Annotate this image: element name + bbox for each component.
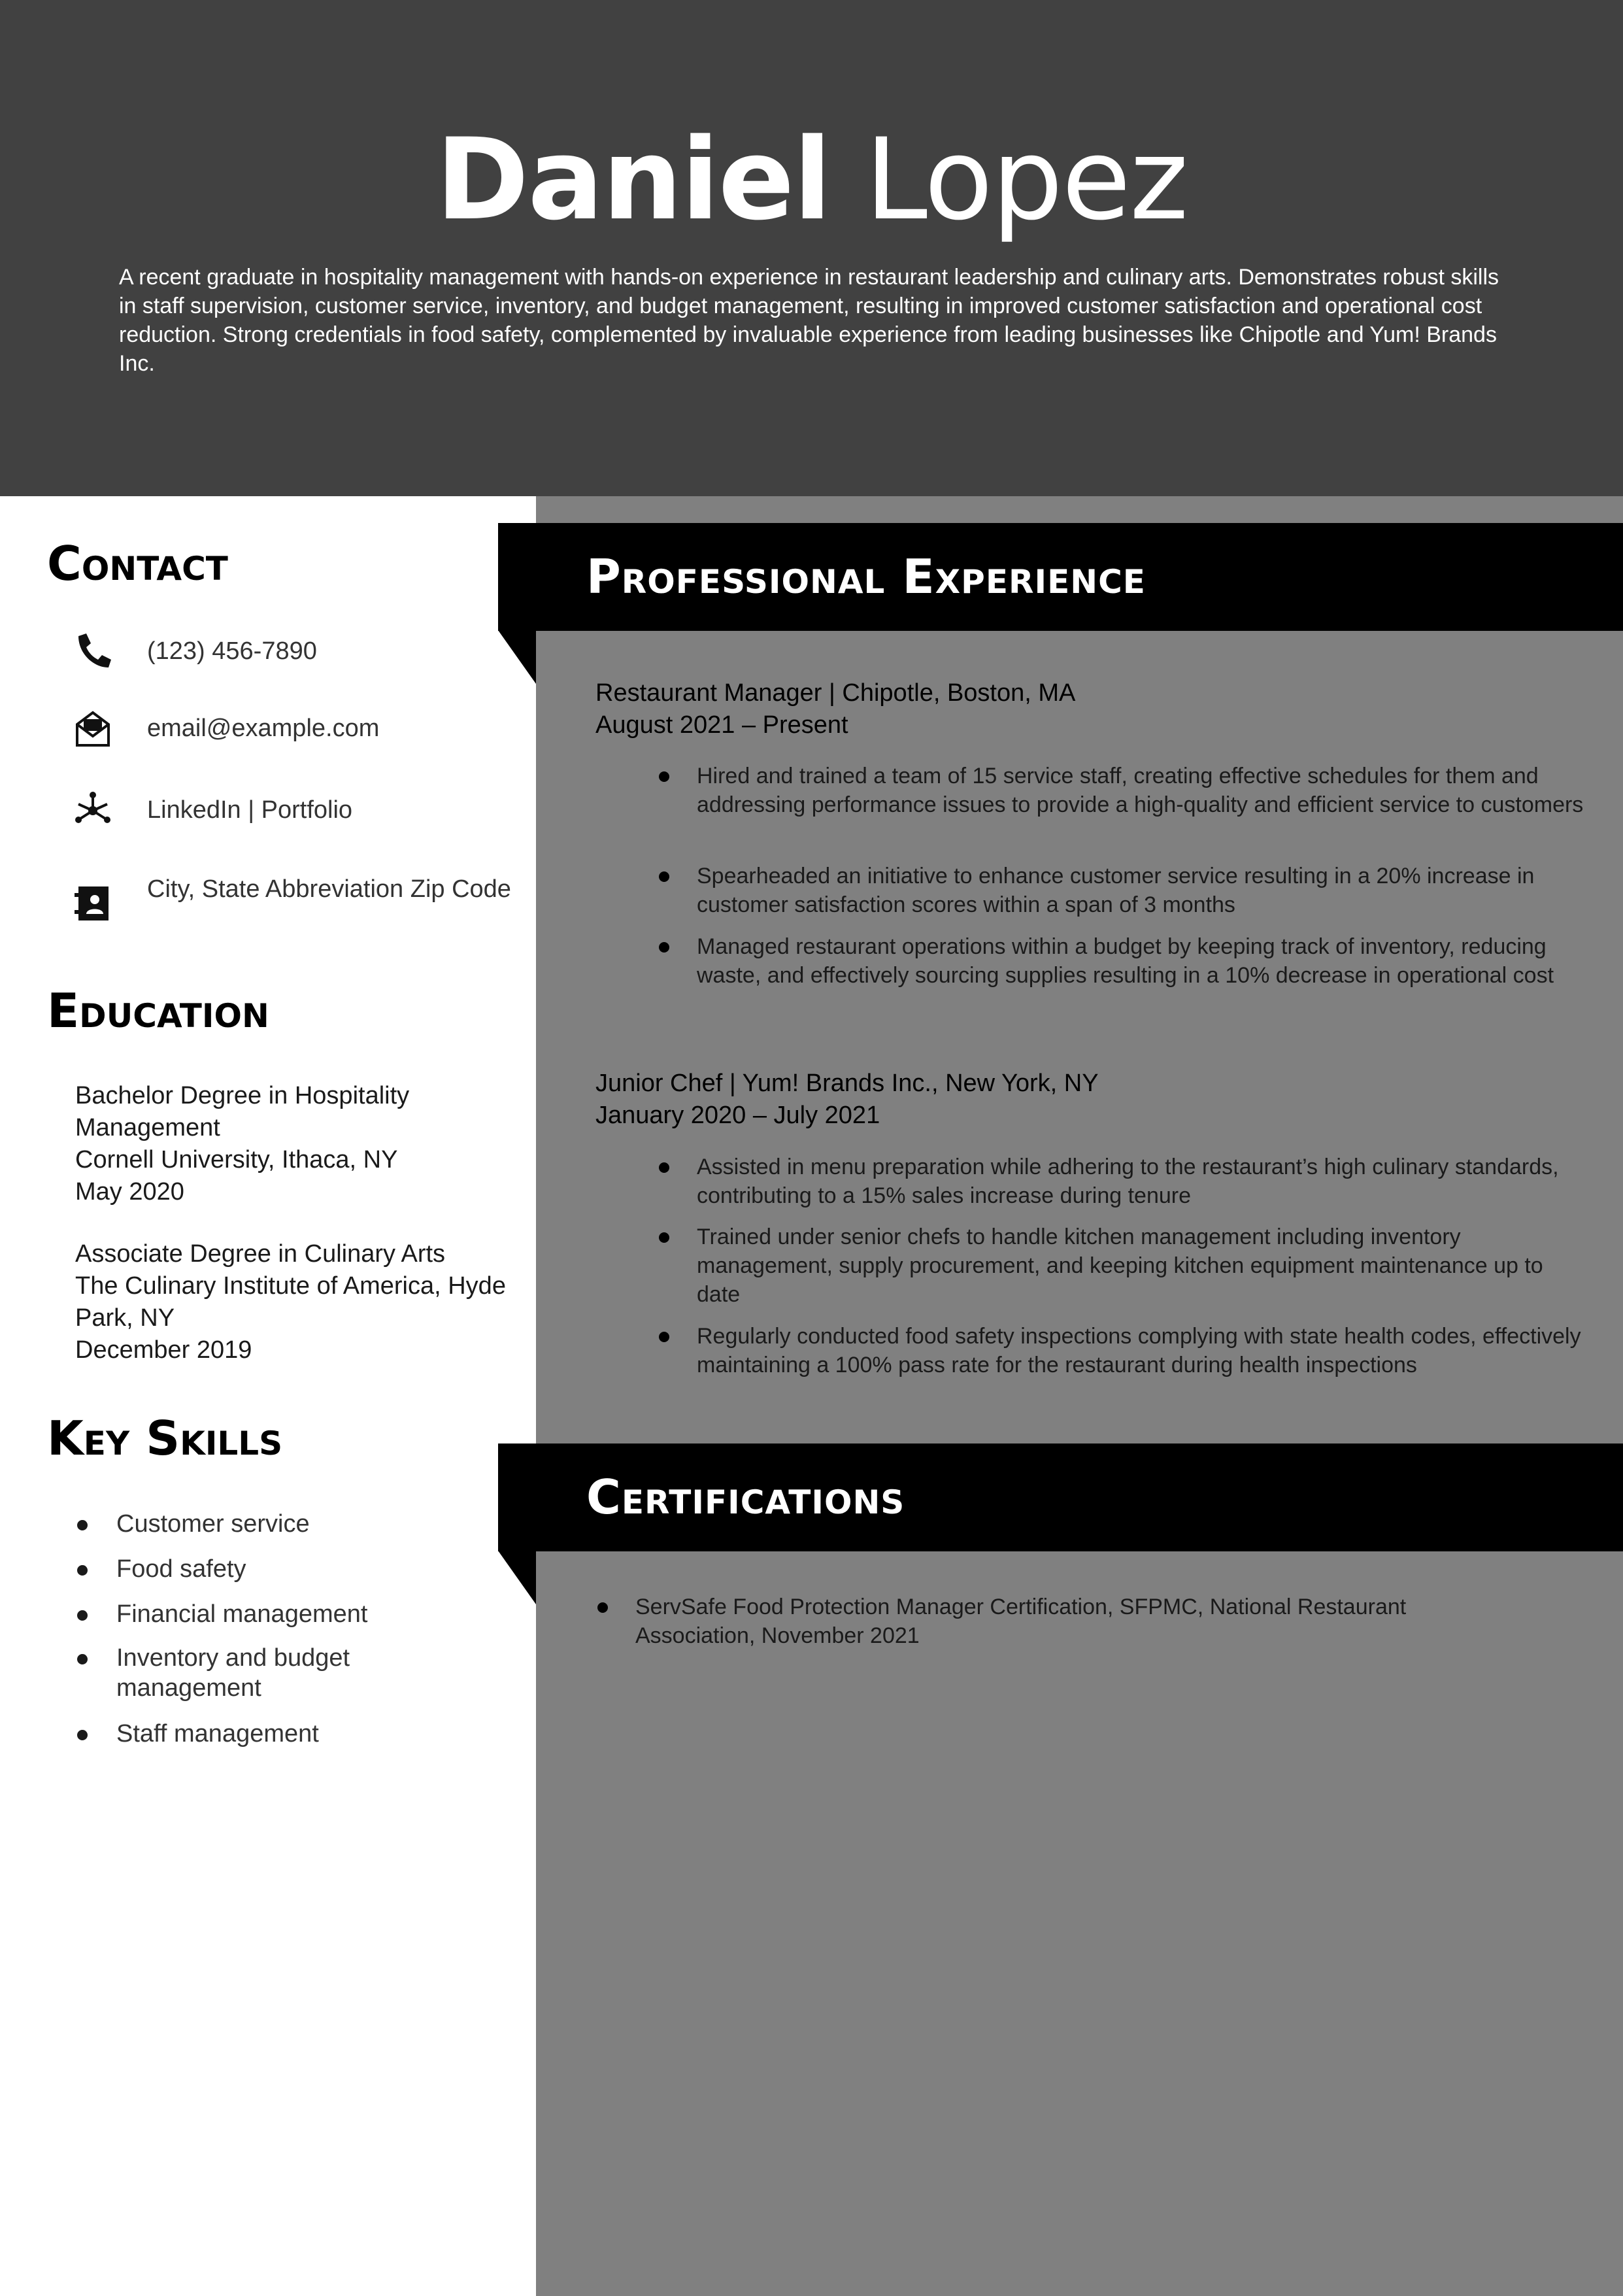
job-bullet: Regularly conducted food safety inspections complying with state health codes, effectively maintaining a 100% pass rate for the restaurant during health inspections [697, 1324, 1581, 1377]
skills-heading: Key Skills [47, 1411, 283, 1466]
certifications-heading: Certifications [586, 1470, 905, 1525]
job-bullet: Spearheaded an initiative to enhance customer service resulting in a 20% increase in customer satisfaction scores within a span of 3 months [697, 864, 1535, 917]
education-school: The Culinary Institute of America, Hyde Park, NY [75, 1272, 506, 1332]
skill-item: Inventory and budget management [116, 1644, 350, 1702]
phone-icon [73, 631, 112, 670]
bullet-icon [597, 1602, 608, 1613]
last-name: Lopez [865, 114, 1188, 245]
education-entry [75, 1238, 520, 1366]
bullet-icon [659, 1232, 669, 1243]
bullet-icon [659, 1332, 669, 1342]
candidate-name [0, 111, 1623, 248]
job-bullet: Hired and trained a team of 15 service staff, creating effective schedules for them and addressing performance issues to provide a high-quality and efficient service to customers [697, 764, 1584, 817]
skill-item: Financial management [116, 1600, 368, 1628]
bullet-icon [659, 942, 669, 953]
header [0, 0, 1623, 496]
skill-bullet-icon [77, 1520, 88, 1530]
address-book-icon [73, 884, 112, 923]
contact-email: email@example.com [147, 715, 380, 742]
education-school: Cornell University, Ithaca, NY [75, 1146, 398, 1173]
job-dates: January 2020 – July 2021 [595, 1102, 880, 1129]
bullet-icon [659, 1162, 669, 1173]
job-dates: August 2021 – Present [595, 711, 848, 739]
skill-bullet-icon [77, 1565, 88, 1576]
skill-item: Food safety [116, 1555, 246, 1583]
contact-links: LinkedIn | Portfolio [147, 796, 353, 824]
education-degree: Associate Degree in Culinary Arts [75, 1240, 446, 1268]
education-degree: Bachelor Degree in Hospitality Management [75, 1082, 410, 1141]
bullet-icon [659, 771, 669, 782]
envelope-icon [73, 709, 112, 748]
job-bullet: Trained under senior chefs to handle kitchen management including inventory management, supply procurement, and keeping kitchen equipment maintenance up to date [697, 1224, 1543, 1307]
contact-phone: (123) 456-7890 [147, 637, 317, 665]
experience-banner [498, 523, 1623, 631]
job-bullet: Managed restaurant operations within a budget by keeping track of inventory, reducing waste, and effectively sourcing supplies resulting in a 10% decrease in operational cost [697, 934, 1554, 988]
first-name: Daniel [435, 114, 831, 245]
summary: A recent graduate in hospitality management with hands-on experience in restaurant leadership and culinary arts. Demonstrates robust skills in staff supervision, customer service, inventory, and budget management, resulting in improved customer satisfaction and operational cost reduction. Strong credentials in food safety, complemented by invaluable experience from leading businesses like Chipotle and Yum! Brands Inc. [119, 265, 1499, 376]
education-entry [75, 1080, 520, 1208]
job-title: Junior Chef | Yum! Brands Inc., New York, NY [595, 1070, 1099, 1097]
skill-bullet-icon [77, 1654, 88, 1664]
skill-bullet-icon [77, 1610, 88, 1621]
certifications-banner [498, 1443, 1623, 1551]
experience-heading: Professional Experience [586, 549, 1146, 604]
contact-heading: Contact [47, 536, 228, 591]
education-heading: Education [47, 983, 269, 1038]
contact-address: City, State Abbreviation Zip Code [147, 875, 511, 903]
certification-item: ServSafe Food Protection Manager Certification, SFPMC, National Restaurant Association, November 2021 [635, 1595, 1407, 1648]
job-bullet: Assisted in menu preparation while adhering to the restaurant’s high culinary standards, contributing to a 15% sales increase during tenure [697, 1155, 1559, 1208]
skill-bullet-icon [77, 1730, 88, 1740]
bullet-icon [659, 871, 669, 882]
network-icon [73, 791, 112, 830]
job-title: Restaurant Manager | Chipotle, Boston, MA [595, 679, 1076, 707]
skill-item: Customer service [116, 1510, 310, 1538]
education-date: December 2019 [75, 1336, 252, 1364]
skill-item: Staff management [116, 1720, 319, 1747]
education-date: May 2020 [75, 1178, 184, 1206]
